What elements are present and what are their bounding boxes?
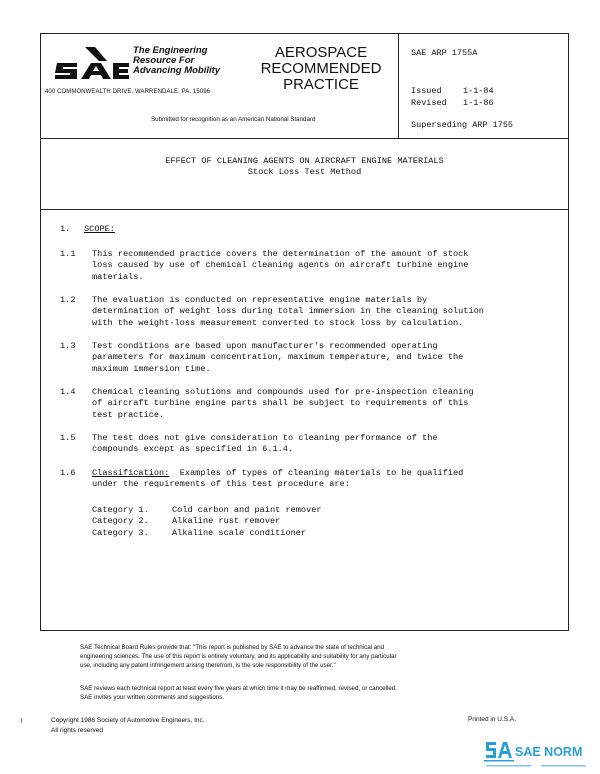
footer-line: SAE invites your written comments and suggestions. <box>80 694 225 702</box>
paragraph-number: 1.5 <box>60 433 76 443</box>
issued-date: 1-1-84 <box>463 86 494 96</box>
submitted-statement: Submitted for recognition as an American National Standard <box>151 116 316 123</box>
category-label: Category 1. <box>92 505 149 515</box>
footer-line: SAE reviews each technical report at least every five years at which time it may be reaffirmed, revised, or cancelled. <box>80 685 397 692</box>
document-title <box>41 156 568 178</box>
copyright-line: Copyright 1986 Society of Automotive Engineers, Inc. <box>51 717 205 724</box>
paragraph-number: 1.6 <box>60 468 76 478</box>
paragraph-line: with the weight-loss measurement converted to stock loss by calculation. <box>92 317 464 328</box>
category-description: Alkaline rust remover <box>172 516 281 526</box>
paragraph-line: loss caused by use of chemical cleaning agents on aircraft turbine engine <box>92 260 469 271</box>
paragraph-line: under the requirements of this test procedure are: <box>92 479 350 490</box>
doc-type-line: AEROSPACE <box>274 44 368 61</box>
paragraph-line: of aircraft turbine engine parts shall be subject to requirements of this <box>92 398 469 409</box>
paragraph-line: This recommended practice covers the determination of the amount of stock <box>92 249 469 259</box>
title-line: EFFECT OF CLEANING AGENTS ON AIRCRAFT ENGINE MATERIALS <box>165 156 444 166</box>
document-frame <box>40 33 569 631</box>
category-description: Alkaline scale conditioner <box>172 528 307 538</box>
paragraph <box>92 249 468 283</box>
issued-row <box>411 86 494 96</box>
footer-line: SAE Technical Board Rules provide that: "This report is published by SAE to advance the state of technical and <box>80 644 385 651</box>
section-number: 1. <box>60 224 71 234</box>
paragraph-number: 1.2 <box>60 295 76 305</box>
paragraph-line: Chemical cleaning solutions and compounds used for pre-inspection cleaning <box>92 387 474 397</box>
paragraph-number: 1.1 <box>60 249 76 259</box>
paragraph-line: test practice. <box>92 409 165 420</box>
paragraph <box>92 433 438 456</box>
paragraph-line: Test conditions are based upon manufacturer's recommended operating <box>92 341 438 351</box>
doc-type-line: PRACTICE <box>283 76 359 93</box>
footer-line: engineering sciences. The use of this report is entirely voluntary, and its applicability and suitability for any particular <box>80 653 397 661</box>
paragraph-line: parameters for maximum concentration, maximum temperature, and twice the <box>92 352 464 363</box>
sae-address: 400 COMMONWEALTH DRIVE, WARRENDALE, PA. 15096 <box>45 89 211 95</box>
paragraph <box>92 295 484 329</box>
tagline-line: Resource For <box>133 55 195 66</box>
classification-paragraph <box>92 468 463 491</box>
revised-row <box>411 98 494 108</box>
section-heading: SCOPE: <box>84 224 115 234</box>
paragraph-number: 1.4 <box>60 387 76 397</box>
printed-in: Printed in U.S.A. <box>468 716 517 723</box>
tagline-line: Advancing Mobility <box>133 65 221 76</box>
issued-label: Issued <box>411 86 442 96</box>
watermark-text: SAE NORM <box>515 745 583 759</box>
watermark-underline <box>486 764 586 768</box>
paragraph-line: compounds except as specified in 6.1.4. <box>92 444 294 455</box>
classification-text: Examples of types of cleaning materials to be qualified <box>179 468 464 478</box>
copyright-line: All rights reserved <box>51 726 104 734</box>
paragraph-line: The evaluation is conducted on representative engine materials by <box>92 295 428 305</box>
header-vertical-divider <box>398 34 399 138</box>
document-number: SAE ARP 1755A <box>411 48 478 58</box>
tagline-line: The Engineering <box>133 45 208 56</box>
review-note <box>80 684 397 702</box>
paragraph-line: The test does not give consideration to cleaning performance of the <box>92 433 438 443</box>
sae-norm-logo-icon <box>484 738 514 764</box>
paragraph-line <box>92 468 463 479</box>
paragraph <box>92 341 463 375</box>
sae-logo-icon <box>55 47 129 83</box>
doc-type-line: RECOMMENDED <box>260 60 382 77</box>
paragraph-line: maximum immersion time. <box>92 363 211 374</box>
document-type <box>256 45 386 93</box>
revised-date: 1-1-86 <box>463 98 494 108</box>
revised-label: Revised <box>411 98 447 108</box>
paragraph-number: 1.3 <box>60 341 76 351</box>
paragraph-line: determination of weight loss during total immersion in the cleaning solution <box>92 306 484 317</box>
classification-heading: Classification: <box>92 468 170 478</box>
title-divider <box>41 209 568 210</box>
technical-board-note <box>80 643 397 671</box>
category-label: Category 3. <box>92 528 149 538</box>
copyright <box>51 716 205 735</box>
superseding-note: Superseding ARP 1755 <box>411 120 514 130</box>
title-line: Stock Loss Test Method <box>247 167 362 177</box>
scan-mark <box>21 718 22 723</box>
paragraph-line: materials. <box>92 271 144 282</box>
category-label: Category 2. <box>92 516 149 526</box>
footer-line: use, including any patent infringement arising therefrom, is the sole responsibility of the user." <box>80 662 336 670</box>
header-divider <box>41 138 568 139</box>
category-description: Cold carbon and paint remover <box>172 505 322 515</box>
paragraph <box>92 387 474 421</box>
sae-tagline <box>133 46 220 76</box>
